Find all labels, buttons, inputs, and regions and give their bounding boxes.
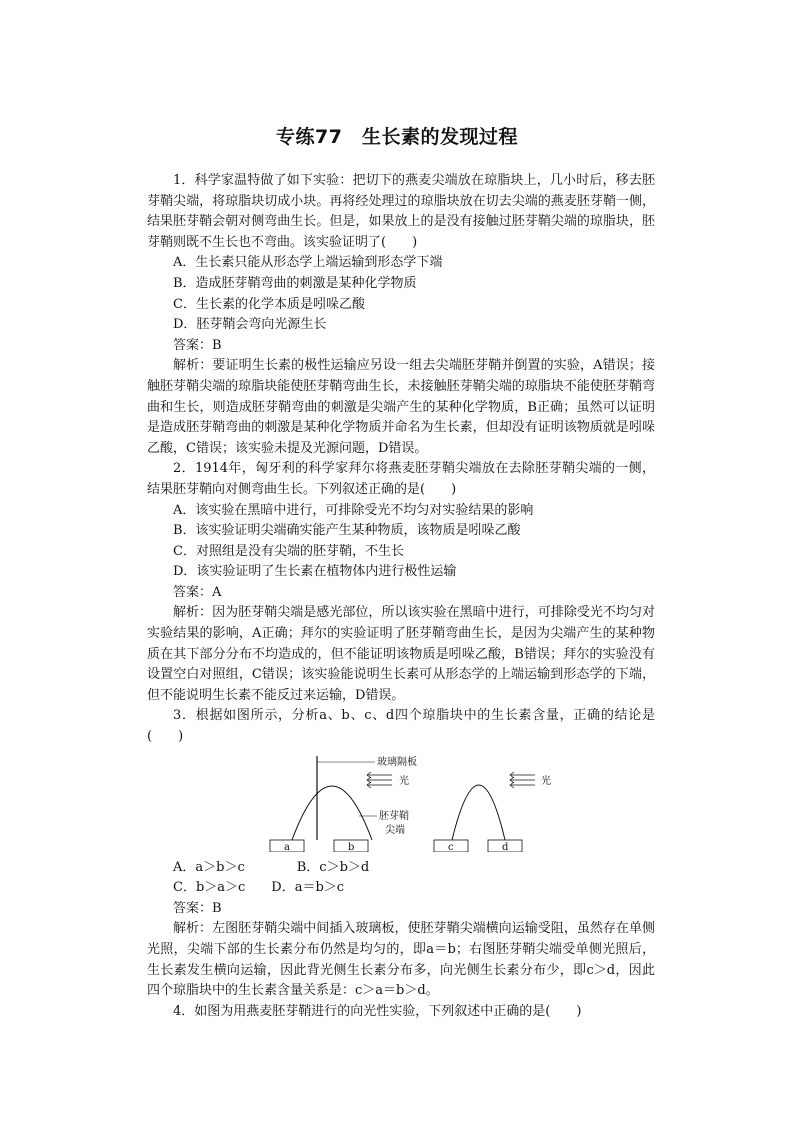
block-c-label: c (448, 841, 454, 852)
q2-option-b: B．该实验证明尖端确实能产生某种物质，该物质是吲哚乙酸 (173, 523, 521, 539)
q1-answer: 答案：B (173, 337, 222, 353)
q2-analysis: 解析：因为胚芽鞘尖端是感光部位，所以该实验在黑暗中进行，可排除受光不均匀对实验结果的影响，A正确；拜尔的实验证明了胚芽鞘弯曲生长，是因为尖端产生的某种物质在其下部分分布不均造成的，但不能证明该物质是吲哚乙酸，B错误；拜尔的实验没有设置空白对照组，C错误；该实验能说明生长素可从形态学的上端运输到形态学的下端，但不能说明生长素不能反过来运输，D错误。 (147, 605, 655, 703)
q4-stem: 4．如图为用燕麦胚芽鞘进行的向光性实验，下列叙述中正确的是( ) (173, 1003, 582, 1019)
block-d-label: d (502, 841, 509, 852)
q1-analysis: 解析：要证明生长素的极性运输应另设一组去尖端胚芽鞘并倒置的实验，A错误；接触胚芽鞘尖端的琼脂块能使胚芽鞘弯曲生长，未接触胚芽鞘尖端的琼脂块不能使胚芽鞘弯曲和生长，则造成胚芽鞘弯曲的刺激是尖端产生的某种化学物质，B正确；虽然可以证明是造成胚芽鞘弯曲的刺激是某种化学物质并命名为生长素，但却没有证明该物质就是吲哚乙酸，C错误；该实验未提及光源问题，D错误。 (147, 358, 655, 456)
block-a-label: a (284, 841, 290, 852)
tip-label-line2: 尖端 (385, 824, 405, 836)
q1-option-b: B．造成胚芽鞘弯曲的刺激是某种化学物质 (173, 275, 417, 291)
light-label-left: 光 (399, 775, 409, 787)
q2-option-c: C．对照组是没有尖端的胚芽鞘，不生长 (173, 543, 404, 559)
page-title: 专练77 生长素的发现过程 (276, 126, 518, 148)
q1-option-a: A．生长素只能从形态学上端运输到形态学下端 (173, 255, 443, 271)
coleoptile-diagram (147, 752, 655, 852)
left-coleoptile-tip (292, 786, 372, 840)
q2-option-a: A．该实验在黑暗中进行，可排除受光不均匀对实验结果的影响 (173, 502, 534, 518)
q2-answer: 答案：A (173, 584, 222, 600)
q3-stem: 3．根据如图所示，分析a、b、c、d四个琼脂块中的生长素含量，正确的结论是( ) (147, 708, 655, 745)
block-b-label: b (348, 841, 355, 852)
q2-stem: 2．1914年，匈牙利的科学家拜尔将燕麦胚芽鞘尖端放在去除胚芽鞘尖端的一侧，结果胚芽鞘向对侧弯曲生长。下列叙述正确的是( ) (147, 461, 655, 497)
q3-answer: 答案：B (173, 900, 222, 916)
q2-option-d: D．该实验证明了生长素在植物体内进行极性运输 (173, 564, 457, 580)
q3-analysis: 解析：左图胚芽鞘尖端中间插入玻璃板，使胚芽鞘尖端横向运输受阻，虽然存在单侧光照，尖端下部的生长素分布仍然是均匀的，即a＝b；右图胚芽鞘尖端受单侧光照后，生长素发生横向运输，因此背光侧生长素分布多，向光侧生长素分布少，即c＞d，因此四个琼脂块中的生长素含量关系是：c＞a＝b＞d。 (147, 921, 655, 999)
q3-options-line2: C．b＞a＞c D．a＝b＞c (173, 880, 345, 896)
light-arrows-right (510, 772, 535, 788)
question-content (147, 171, 655, 1022)
coleoptile-figure (147, 752, 655, 852)
q1-stem: 1．科学家温特做了如下实验：把切下的燕麦尖端放在琼脂块上，几小时后，移去胚芽鞘尖端，将琼脂块切成小块。再将经处理过的琼脂块放在切去尖端的燕麦胚芽鞘一侧，结果胚芽鞘会朝对侧弯曲生长。但是，如果放上的是没有接触过胚芽鞘尖端的琼脂块，胚芽鞘则既不生长也不弯曲。该实验证明了( ) (147, 173, 655, 250)
glass-plate-label: 玻璃隔板 (377, 756, 417, 768)
q1-option-c: C．生长素的化学本质是吲哚乙酸 (173, 296, 365, 312)
q1-option-d: D．胚芽鞘会弯向光源生长 (173, 317, 327, 333)
tip-label-line1: 胚芽鞘 (379, 810, 409, 822)
light-label-right: 光 (541, 775, 551, 787)
right-coleoptile-tip (452, 785, 505, 840)
q3-options-line1: A．a＞b＞c B．c＞b＞d (173, 859, 370, 875)
light-arrows-left (367, 772, 392, 788)
